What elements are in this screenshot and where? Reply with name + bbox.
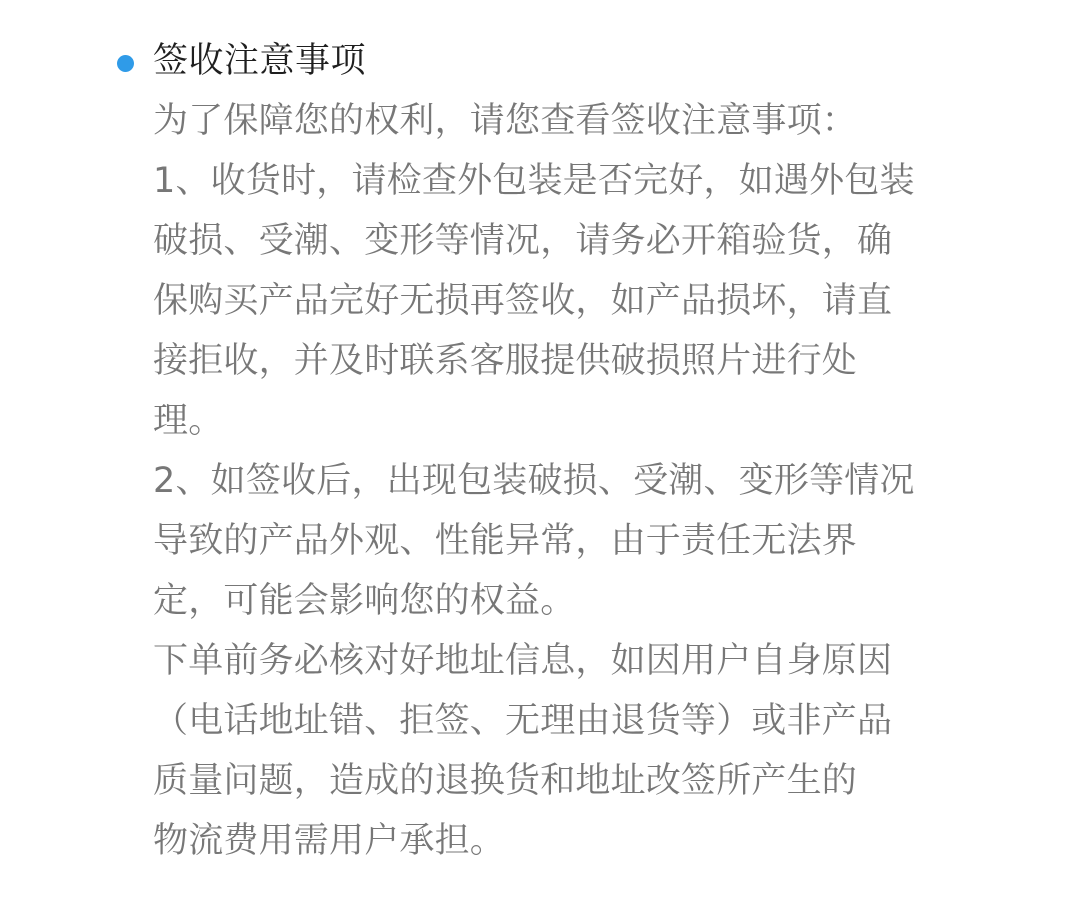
- notice-line: 破损、受潮、变形等情况，请务必开箱验货，确: [153, 221, 893, 261]
- notice-line: 接拒收，并及时联系客服提供破损照片进行处: [153, 341, 858, 381]
- notice-text-block: [153, 91, 943, 871]
- notice-line: 2、如签收后，出现包装破损、受潮、变形等情况: [153, 461, 915, 501]
- notice-line: 为了保障您的权利，请您查看签收注意事项：: [153, 101, 858, 141]
- section-title: 签收注意事项: [153, 41, 367, 81]
- notice-line: 下单前务必核对好地址信息，如因用户自身原因: [153, 641, 893, 681]
- notice-line: （电话地址错、拒签、无理由退货等）或非产品: [153, 701, 893, 741]
- notice-line: 物流费用需用户承担。: [153, 821, 506, 861]
- notice-line: 质量问题，造成的退换货和地址改签所产生的: [153, 761, 858, 801]
- notice-line: 理。: [153, 401, 224, 441]
- notice-line: 定，可能会影响您的权益。: [153, 581, 576, 621]
- bullet-dot-icon: [117, 55, 134, 72]
- notice-line: 保购买产品完好无损再签收，如产品损坏，请直: [153, 281, 893, 321]
- notice-line: 导致的产品外观、性能异常，由于责任无法界: [153, 521, 858, 561]
- notice-line: 1、收货时，请检查外包装是否完好，如遇外包装: [153, 161, 915, 201]
